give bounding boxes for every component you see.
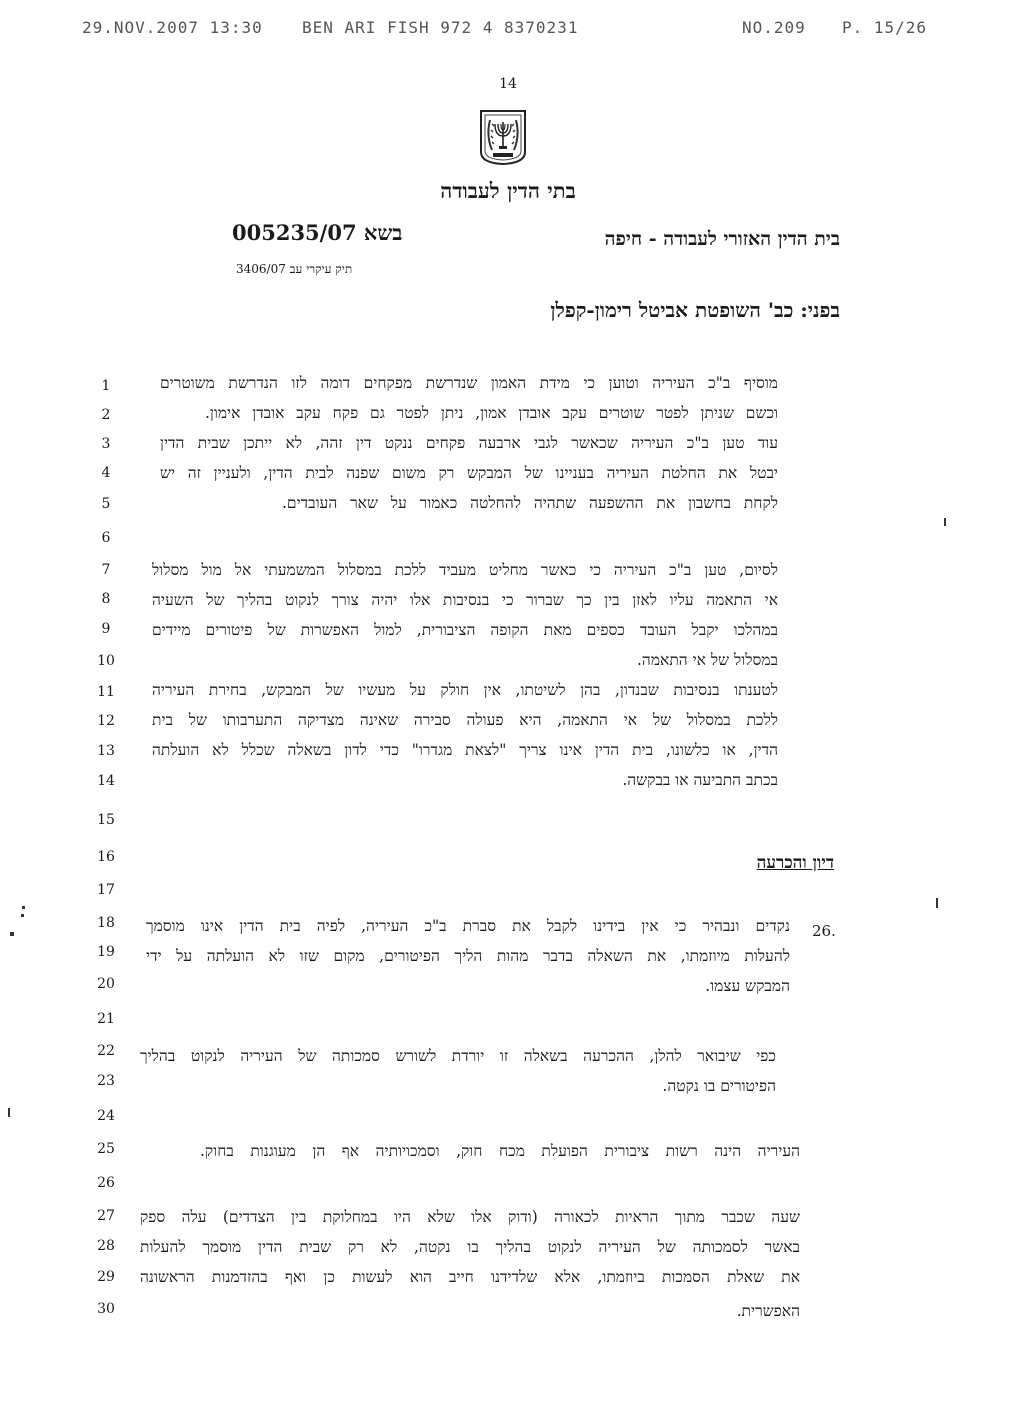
- line-number: 8: [101, 591, 111, 607]
- scan-speck: [944, 518, 946, 526]
- body-text-line: כפי שיבואר להלן, ההכרעה בשאלה זו יורדת לשורש סמכותה של העיריה לנקוט בהליך: [140, 1047, 776, 1065]
- court-name: בית הדין האזורי לעבודה - חיפה: [604, 228, 840, 250]
- body-text-line: הפיטורים בו נקטה.: [662, 1077, 776, 1095]
- line-number: 28: [97, 1238, 115, 1254]
- body-text-line: בכתב התביעה או בבקשה.: [622, 771, 778, 789]
- body-text-line: במהלכו יקבל העובד כספים מאת הקופה הציבורית, למול האפשרות של פיטורים מיידים: [152, 621, 778, 639]
- fax-number: NO.209: [742, 18, 806, 37]
- case-number: בשא 005235/07: [232, 220, 403, 245]
- line-number: 7: [101, 562, 111, 578]
- line-number: 11: [97, 684, 115, 700]
- line-number: 30: [97, 1301, 115, 1317]
- line-number: 1: [101, 378, 111, 394]
- line-number: 19: [97, 944, 115, 960]
- main-case-number: תיק עיקרי עב 3406/07: [236, 262, 353, 276]
- body-text-line: הדין, או כלשונו, בית הדין אינו צריך "לצאת מגדרו" כדי לדון בשאלה שכלל לא הועלתה: [152, 741, 778, 759]
- line-number: 14: [97, 773, 115, 789]
- body-text-line: את שאלת הסמכות ביוזמתו, אלא שלדידנו חייב הוא לעשות כן ואף בהזדמנות הראשונה: [140, 1268, 800, 1286]
- line-number: 27: [97, 1208, 115, 1224]
- line-number: 13: [97, 743, 115, 759]
- scan-speck: [22, 906, 25, 909]
- line-number: 2: [101, 407, 111, 423]
- body-text-line: לטענתו בנסיבות שבנדון, בהן לשיטתו, אין חולק על מעשיו של המבקש, בחירת העיריה: [152, 681, 778, 699]
- paragraph-number: 26.: [812, 922, 836, 940]
- body-text-line: העיריה הינה רשות ציבורית הפועלת מכח חוק, וסמכויותיה אף הן מעוגנות בחוק.: [200, 1142, 800, 1160]
- line-number: 23: [97, 1073, 115, 1089]
- body-text-line: באשר לסמכותה של העיריה לנקוט בהליך בו נקטה, לא רק שבית הדין מוסמך להעלות: [140, 1238, 800, 1256]
- line-number: 25: [97, 1141, 115, 1157]
- judge-line: בפני: כב' השופטת אביטל רימון-קפלן: [550, 298, 840, 322]
- line-number: 24: [97, 1108, 115, 1124]
- line-number: 16: [97, 849, 115, 865]
- body-text-line: ללכת במסלול של אי התאמה, היא פעולה סבירה שאינה מצדיקה התערבותו של בית: [152, 711, 778, 729]
- page-number: 14: [499, 76, 517, 92]
- line-number: 20: [97, 976, 115, 992]
- section-heading: דיון והכרעה: [756, 853, 834, 873]
- body-text-line: נקדים ונבהיר כי אין בידינו לקבל את סברת ב"כ העיריה, לפיה בית הדין אינו מוסמך: [146, 917, 790, 935]
- scan-speck: [21, 914, 24, 917]
- line-number: 10: [97, 653, 115, 669]
- body-text-line: וכשם שניתן לפטר שוטרים עקב אובדן אמון, ניתן לפטר גם פקח עקב אובדן אימון.: [205, 404, 778, 422]
- body-text-line: מוסיף ב"כ העיריה וטוען כי מידת האמון שנדרשת מפקחים דומה לזו הנדרשת משוטרים: [160, 374, 778, 392]
- fax-page: P. 15/26: [842, 18, 928, 37]
- fax-date: 29.NOV.2007 13:30: [82, 18, 263, 37]
- body-text-line: במסלול של אי התאמה.: [636, 651, 778, 669]
- line-number: 15: [97, 812, 115, 828]
- body-text-line: יבטל את החלטת העיריה בעניינו של המבקש רק משום שפנה לבית הדין, ולעניין זה יש: [160, 464, 778, 482]
- body-text-line: לסיום, טען ב"כ העיריה כי כאשר מחליט מעביד ללכת במסלול המשמעתי אל מול מסלול: [152, 561, 778, 579]
- line-number: 29: [97, 1269, 115, 1285]
- line-number: 6: [101, 530, 111, 546]
- body-text-line: שעה שכבר מתוך הראיות לכאורה (ודוק אלו שלא היו במחלוקת בין הצדדים) עלה ספק: [140, 1208, 800, 1226]
- scan-speck: [936, 898, 938, 908]
- body-text-line: המבקש עצמו.: [705, 977, 790, 995]
- scan-speck: [8, 1108, 10, 1117]
- line-number: 17: [97, 882, 115, 898]
- line-number: 5: [101, 496, 111, 512]
- body-text-line: לקחת בחשבון את ההשפעה שתהיה להחלטה כאמור על שאר העובדים.: [282, 494, 778, 512]
- line-number: 22: [97, 1043, 115, 1059]
- body-text-line: עוד טען ב"כ העיריה שכאשר לגבי ארבעה פקחים ננקט דין זהה, לא ייתכן שבית הדין: [160, 434, 778, 452]
- court-title: בתי הדין לעבודה: [440, 178, 576, 203]
- line-number: 12: [97, 713, 115, 729]
- fax-sender: BEN ARI FISH 972 4 8370231: [302, 18, 579, 37]
- line-number: 4: [101, 465, 111, 481]
- line-number: 9: [101, 621, 111, 637]
- line-number: 26: [97, 1175, 115, 1191]
- line-number: 18: [97, 915, 115, 931]
- body-text-line: להעלות מיוזמתו, את השאלה בדבר מהות הליך הפיטורים, מקום שזו לא הועלתה על ידי: [146, 947, 790, 965]
- line-number: 3: [101, 436, 111, 452]
- body-text-line: אי התאמה עליו לאזן בין כך שברור כי בנסיבות אלו יהיה צורך לנקוט בהליך של השעיה: [152, 591, 778, 609]
- scan-speck: [10, 932, 14, 936]
- state-emblem-icon: [478, 108, 528, 166]
- body-text-line: האפשרית.: [736, 1302, 800, 1320]
- line-number: 21: [97, 1011, 115, 1027]
